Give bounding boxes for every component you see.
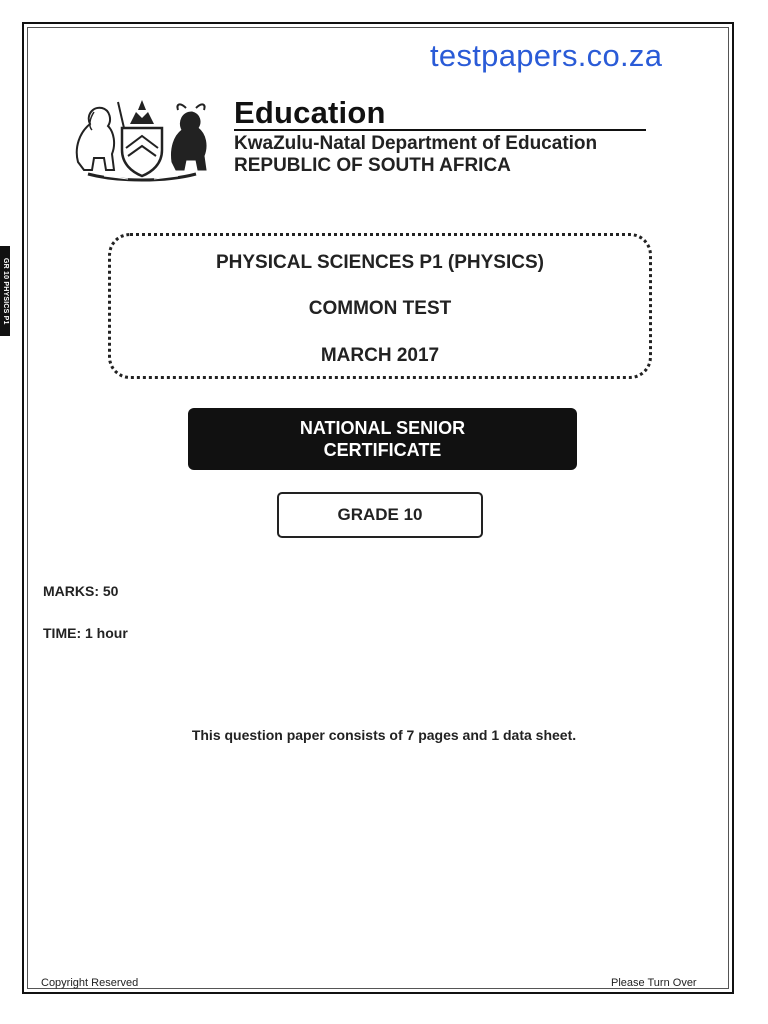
test-date: MARCH 2017: [320, 345, 440, 366]
grade-box: GRADE 10: [277, 492, 483, 538]
certificate-line-1: NATIONAL SENIOR: [299, 418, 466, 438]
title-underline: [234, 129, 646, 131]
department-name: KwaZulu-Natal Department of Education: [234, 133, 598, 154]
certificate-banner: [188, 408, 577, 470]
time-label: TIME: 1 hour: [43, 625, 128, 641]
footer-turn-over: Please Turn Over: [611, 977, 697, 989]
marks-label: MARKS: 50: [43, 583, 119, 599]
coat-of-arms-icon: [68, 92, 216, 184]
department-title: Education: [234, 95, 386, 130]
subject-title: PHYSICAL SCIENCES P1 (PHYSICS): [215, 252, 544, 273]
site-url: testpapers.co.za: [430, 38, 663, 73]
side-tab: GR 10 PHYSICS P1: [0, 246, 10, 336]
footer-copyright: Copyright Reserved: [41, 977, 139, 989]
country-name: REPUBLIC OF SOUTH AFRICA: [234, 155, 511, 176]
test-type: COMMON TEST: [308, 298, 452, 319]
pages-note: This question paper consists of 7 pages and 1 data sheet.: [191, 727, 577, 743]
certificate-line-2: CERTIFICATE: [323, 440, 442, 460]
